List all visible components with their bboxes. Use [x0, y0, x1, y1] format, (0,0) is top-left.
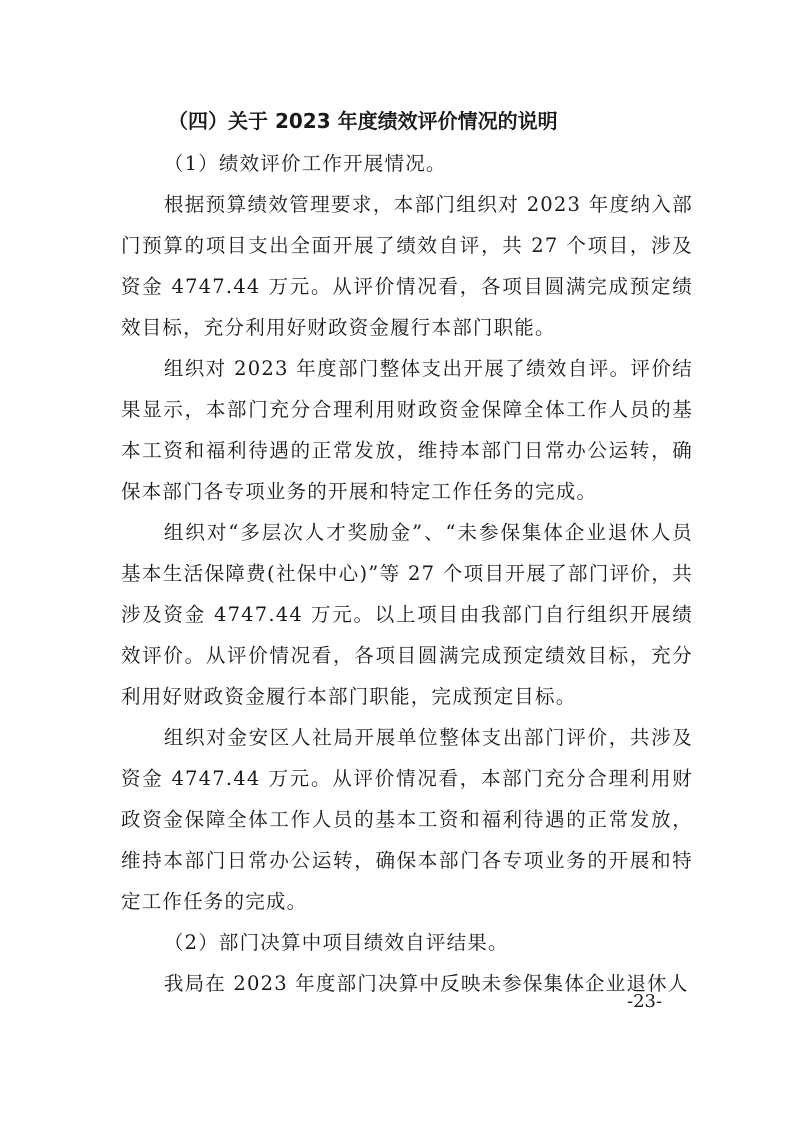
- paragraph-5: 我局在 2023 年度部门决算中反映未参保集体企业退休人: [163, 972, 689, 995]
- paragraph-2: 组织对 2023 年度部门整体支出开展了绩效自评。评价结果显示，本部门充分合理利用财政资金保障全体工作人员的基本工资和福利待遇的正常发放，维持本部门日常办公运转，确保本部门各专项业务的开展和特定工作任务的完成。: [121, 357, 693, 503]
- body-text: [121, 143, 693, 1004]
- section-heading: （四）关于 2023 年度绩效评价情况的说明: [168, 109, 558, 133]
- page-number: -23-: [627, 991, 663, 1012]
- paragraph-1: 根据预算绩效管理要求，本部门组织对 2023 年度纳入部门预算的项目支出全面开展了绩效自评，共 27 个项目，涉及资金 4747.44 万元。从评价情况看，各项目圆满完成预定绩效目标，充分利用好财政资金履行本部门职能。: [121, 193, 693, 339]
- paragraph-3: 组织对“多层次人才奖励金”、“未参保集体企业退休人员基本生活保障费(社保中心)”等 27 个项目开展了部门评价，共涉及资金 4747.44 万元。以上项目由我部门自行组织开展绩效评价。从评价情况看，各项目圆满完成预定绩效目标，充分利用好财政资金履行本部门职能，完成预定目标。: [121, 521, 693, 708]
- subsection-heading-1: （1）绩效评价工作开展情况。: [163, 152, 447, 175]
- paragraph-4: 组织对金安区人社局开展单位整体支出部门评价，共涉及资金 4747.44 万元。从评价情况看，本部门充分合理利用财政资金保障全体工作人员的基本工资和福利待遇的正常发放，维持本部门日常办公运转，确保本部门各专项业务的开展和特定工作任务的完成。: [121, 726, 693, 913]
- subsection-heading-2: （2）部门决算中项目绩效自评结果。: [163, 931, 509, 954]
